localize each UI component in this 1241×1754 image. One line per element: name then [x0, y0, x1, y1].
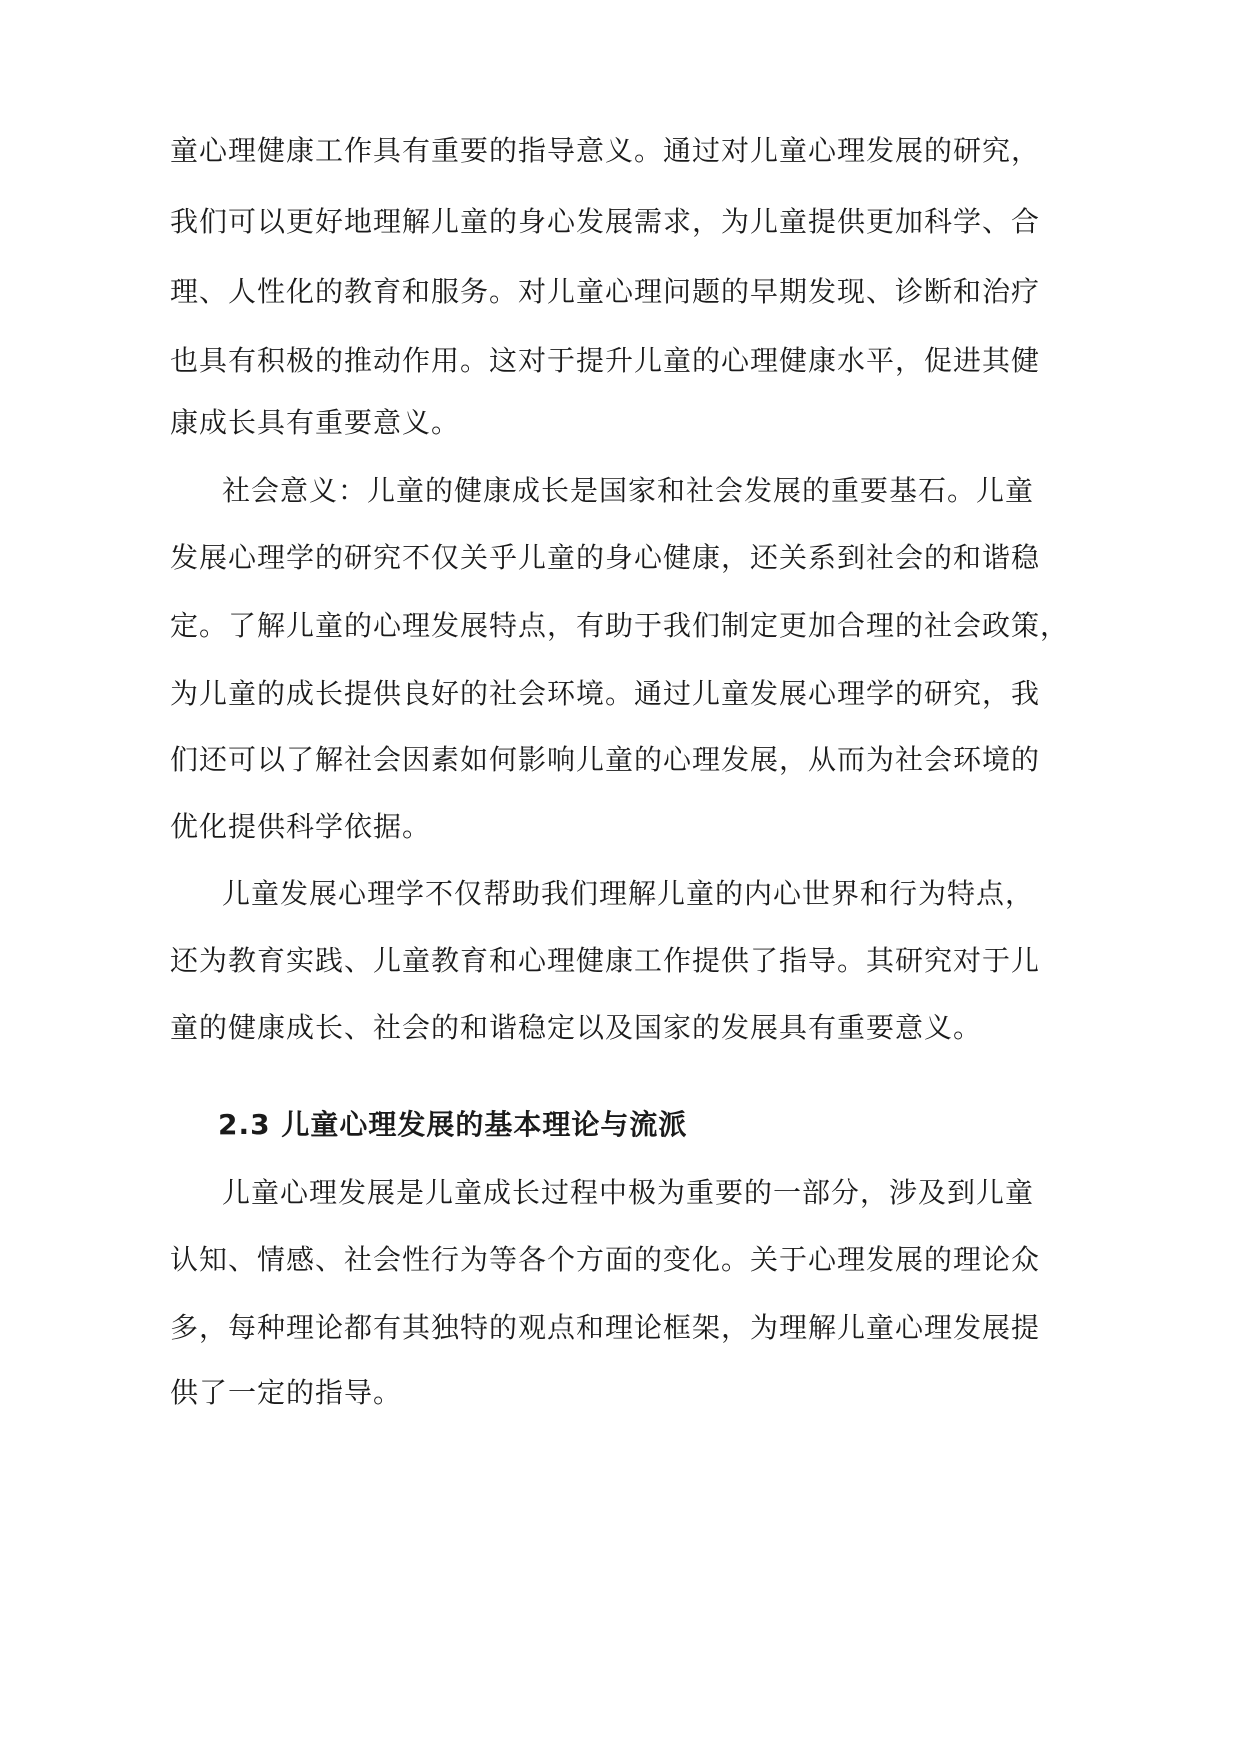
paragraph-1-line-4: 也具有积极的推动作用。这对于提升儿童的心理健康水平，促进其健: [170, 344, 1041, 377]
section-paragraph-line-3: 多，每种理论都有其独特的观点和理论框架，为理解儿童心理发展提: [170, 1311, 1041, 1344]
paragraph-2-line-5: 们还可以了解社会因素如何影响儿童的心理发展，从而为社会环境的: [170, 743, 1041, 776]
paragraph-2-line-2: 发展心理学的研究不仅关乎儿童的身心健康，还关系到社会的和谐稳: [170, 541, 1041, 574]
paragraph-2-line-4: 为儿童的成长提供良好的社会环境。通过儿童发展心理学的研究，我: [170, 677, 1041, 710]
paragraph-1-line-1: 童心理健康工作具有重要的指导意义。通过对儿童心理发展的研究，: [170, 134, 1041, 167]
paragraph-3-line-2: 还为教育实践、儿童教育和心理健康工作提供了指导。其研究对于儿: [170, 944, 1041, 977]
section-paragraph-line-2: 认知、情感、社会性行为等各个方面的变化。关于心理发展的理论众: [170, 1243, 1041, 1276]
section-paragraph-line-4: 供了一定的指导。: [170, 1376, 403, 1409]
paragraph-2-line-1: 社会意义：儿童的健康成长是国家和社会发展的重要基石。儿童: [222, 474, 1035, 507]
paragraph-3-line-1: 儿童发展心理学不仅帮助我们理解儿童的内心世界和行为特点，: [222, 877, 1035, 910]
paragraph-3-line-3: 童的健康成长、社会的和谐稳定以及国家的发展具有重要意义。: [170, 1011, 983, 1044]
paragraph-2-line-3: 定。了解儿童的心理发展特点，有助于我们制定更加合理的社会政策，: [170, 609, 1070, 642]
paragraph-1-line-3: 理、人性化的教育和服务。对儿童心理问题的早期发现、诊断和治疗: [170, 275, 1041, 308]
paragraph-1-line-5: 康成长具有重要意义。: [170, 406, 461, 439]
section-heading: 2.3 儿童心理发展的基本理论与流派: [218, 1108, 688, 1141]
paragraph-2-line-6: 优化提供科学依据。: [170, 810, 432, 843]
paragraph-1-line-2: 我们可以更好地理解儿童的身心发展需求，为儿童提供更加科学、合: [170, 205, 1041, 238]
section-paragraph-line-1: 儿童心理发展是儿童成长过程中极为重要的一部分，涉及到儿童: [222, 1176, 1035, 1209]
